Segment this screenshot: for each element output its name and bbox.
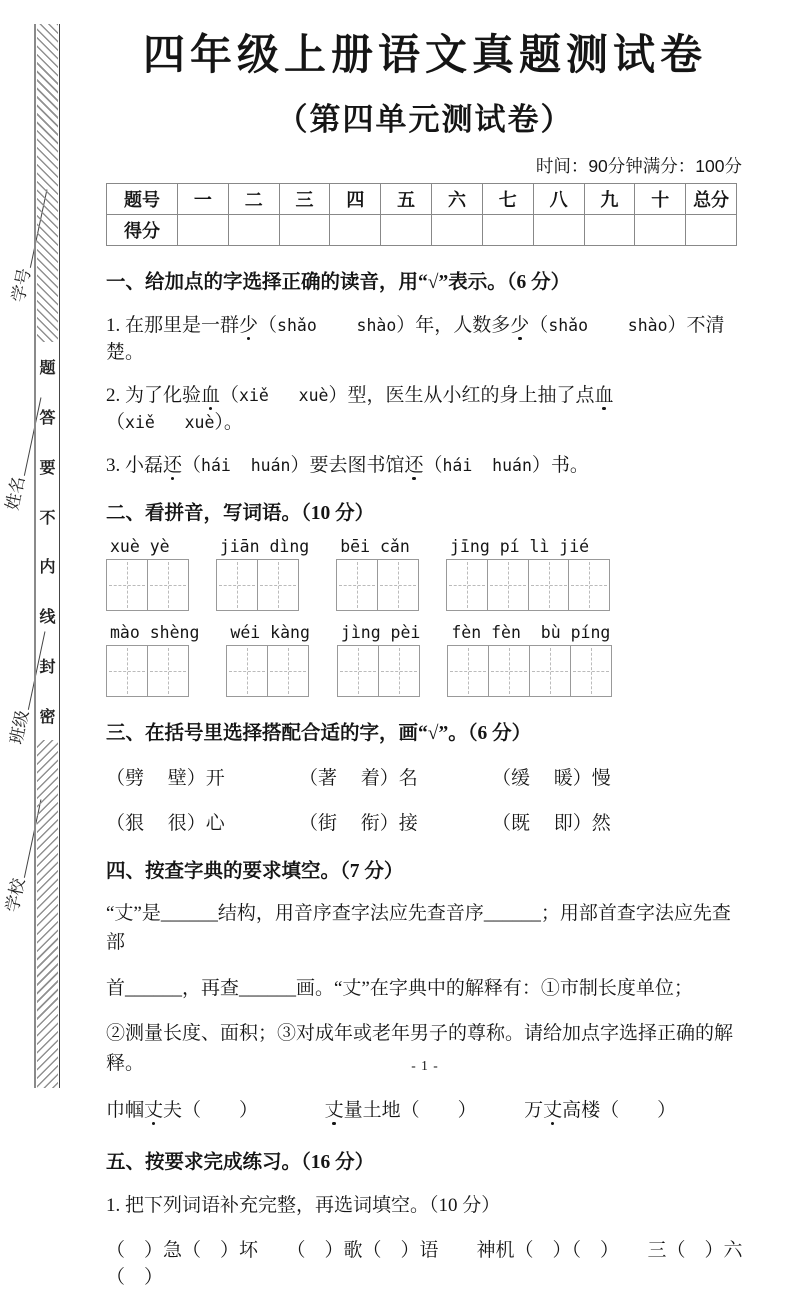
- score-entry-cell[interactable]: [686, 215, 737, 246]
- emphasized-char: 丈: [144, 1100, 164, 1122]
- question-1-3: [106, 450, 744, 477]
- question-1-2: [106, 380, 744, 434]
- word-choice-item: （著 着）名: [299, 768, 418, 789]
- score-table-header-cell: 总分: [686, 184, 737, 215]
- writing-cells: [447, 645, 611, 697]
- score-table-header-row: [107, 184, 737, 215]
- seal-line-char: 答: [39, 410, 56, 428]
- pinyin-label: xuè yè: [110, 537, 170, 556]
- score-entry-cell[interactable]: [178, 215, 229, 246]
- text-segment: 夫（ ）: [163, 1100, 249, 1122]
- pinyin-word-group: [106, 623, 199, 697]
- writing-cell[interactable]: [106, 559, 148, 611]
- text-segment: [249, 1100, 325, 1121]
- section-3-heading: 三、在括号里选择搭配合适的字，画“√”。（6 分）: [106, 723, 532, 744]
- writing-cells: [337, 645, 420, 697]
- writing-cell[interactable]: [106, 645, 148, 697]
- emphasized-char: 还: [163, 455, 183, 476]
- score-table-header-cell: 题号: [107, 184, 178, 215]
- writing-cell[interactable]: [147, 645, 189, 697]
- text-segment: ）。: [214, 412, 243, 433]
- score-entry-cell[interactable]: [330, 215, 381, 246]
- pinyin-grid-rows: [106, 537, 744, 697]
- pinyin-label: fèn fèn bù píng: [451, 623, 611, 642]
- text-segment: xiě xuè: [125, 413, 215, 432]
- section-5-heading: 五、按要求完成练习。（16 分）: [106, 1151, 375, 1173]
- hatch-pattern-bottom-icon: [37, 740, 58, 1088]
- seal-line-char: 封: [39, 658, 56, 676]
- seal-line-char: 内: [39, 559, 56, 577]
- pinyin-word-group: [446, 537, 610, 611]
- writing-cell[interactable]: [570, 645, 612, 697]
- emphasized-char: 还: [404, 455, 424, 476]
- text-segment: [467, 1100, 524, 1121]
- word-choice-item: （街 衔）接: [299, 813, 418, 834]
- score-entry-cell[interactable]: [635, 215, 686, 246]
- seal-line-char: 不: [39, 509, 56, 527]
- word-choice-item: （既 即）然: [492, 813, 611, 834]
- text-segment: xiě xuè: [239, 386, 329, 405]
- text-segment: （: [258, 315, 278, 336]
- text-segment: （: [423, 455, 443, 476]
- score-entry-cell[interactable]: [584, 215, 635, 246]
- dictionary-question-line-2: 首______，再查______画。“丈”在字典中的解释有：①市制长度单位；: [106, 977, 693, 999]
- text-segment: hái huán: [442, 456, 532, 475]
- dictionary-question-line-1: “丈”是______结构，用音序查字法应先查音序______；用部首查字法应先查部: [106, 903, 731, 954]
- text-segment: ）年，人数多: [396, 315, 511, 336]
- score-table: [106, 183, 737, 246]
- emphasized-char: 少: [510, 315, 530, 336]
- writing-cell[interactable]: [336, 559, 378, 611]
- word-choice-item: （狠 很）心: [106, 813, 225, 834]
- score-table-header-cell: 十: [635, 184, 686, 215]
- choose-word-rows: [106, 763, 744, 835]
- hatch-pattern-top-icon: [37, 24, 58, 342]
- dictionary-phrases-line: [106, 1096, 744, 1125]
- school-label-text: 学校: [2, 876, 29, 914]
- seal-band: [34, 24, 60, 1088]
- writing-cell[interactable]: [267, 645, 309, 697]
- text-segment: 高楼（ ）: [562, 1100, 677, 1122]
- emphasized-char: 血: [594, 385, 614, 406]
- score-row-label: 得分: [107, 215, 178, 246]
- seal-line-text: [36, 342, 59, 740]
- score-table-header-cell: 三: [279, 184, 330, 215]
- writing-cell[interactable]: [488, 645, 530, 697]
- seal-line-char: 题: [39, 360, 56, 378]
- score-entry-cell[interactable]: [533, 215, 584, 246]
- writing-cell[interactable]: [257, 559, 299, 611]
- class-label-text: 班级: [6, 708, 33, 746]
- writing-cells: [336, 559, 419, 611]
- seal-line-char: 线: [39, 609, 56, 627]
- page-subtitle: （第四单元测试卷）: [276, 102, 574, 137]
- text-segment: 万: [524, 1100, 544, 1122]
- word-choice-row: [106, 808, 744, 835]
- word-choice-item: （劈 壁）开: [106, 768, 225, 789]
- student-id-label-text: 学号: [8, 266, 35, 304]
- writing-cells: [216, 559, 309, 611]
- time-and-score-info: 时间：90分钟满分：100分: [535, 156, 742, 176]
- page-number: - 1 -: [411, 1058, 439, 1073]
- text-segment: 2. 为了化验: [106, 385, 202, 406]
- seal-line-char: 密: [39, 708, 56, 726]
- pinyin-grid-row: [106, 623, 744, 697]
- text-segment: ）要去图书馆: [290, 455, 405, 476]
- writing-cell[interactable]: [529, 645, 571, 697]
- score-table-header-cell: 二: [228, 184, 279, 215]
- word-choice-item: （缓 暖）慢: [492, 768, 611, 789]
- score-entry-cell[interactable]: [228, 215, 279, 246]
- student-name-label-text: 姓名: [2, 474, 29, 512]
- writing-cells: [226, 645, 309, 697]
- text-segment: ）型，医生从小红的身上抽了点: [328, 385, 595, 406]
- pinyin-label: wéi kàng: [230, 623, 310, 642]
- writing-cell[interactable]: [147, 559, 189, 611]
- score-table-header-cell: 四: [330, 184, 381, 215]
- text-segment: ）不清楚。: [106, 315, 725, 363]
- score-entry-cell[interactable]: [432, 215, 483, 246]
- score-table-header-cell: 七: [482, 184, 533, 215]
- text-segment: shǎo shào: [277, 316, 397, 335]
- writing-cells: [106, 559, 189, 611]
- text-segment: hái huán: [201, 456, 291, 475]
- pinyin-label: jīng pí lì jié: [450, 537, 590, 556]
- text-segment: 量土地（ ）: [343, 1100, 468, 1122]
- section-2-heading: 二、看拼音，写词语。（10 分）: [106, 503, 375, 524]
- word-choice-row: [106, 763, 744, 790]
- emphasized-char: 血: [201, 385, 221, 406]
- pinyin-label: jìng pèi: [340, 623, 421, 642]
- text-segment: 巾帼: [106, 1100, 145, 1122]
- text-segment: （: [182, 455, 202, 476]
- pinyin-word-group: [337, 623, 420, 697]
- emphasized-char: 丈: [324, 1100, 344, 1122]
- pinyin-word-group: [216, 537, 309, 611]
- writing-cell[interactable]: [487, 559, 529, 611]
- score-table-header-cell: 六: [432, 184, 483, 215]
- page-title: 四年级上册语文真题测试卷: [142, 31, 707, 78]
- question-5-1: 1. 把下列词语补充完整，再选词填空。（10 分）: [106, 1194, 501, 1216]
- writing-cell[interactable]: [337, 645, 379, 697]
- score-entry-cell[interactable]: [279, 215, 330, 246]
- pinyin-label: bēi cǎn: [340, 537, 410, 556]
- pinyin-word-group: [106, 537, 189, 611]
- writing-cell[interactable]: [378, 645, 420, 697]
- writing-cell[interactable]: [568, 559, 610, 611]
- text-segment: shǎo shào: [548, 316, 668, 335]
- pinyin-word-group: [226, 623, 309, 697]
- score-table-header-cell: 九: [584, 184, 635, 215]
- writing-cells: [446, 559, 610, 611]
- writing-cell[interactable]: [447, 645, 489, 697]
- pinyin-grid-row: [106, 537, 744, 611]
- seal-line-char: 要: [39, 459, 56, 477]
- pinyin-label: jiān dìng: [219, 537, 310, 556]
- score-table-header-cell: 五: [381, 184, 432, 215]
- section-4-heading: 四、按查字典的要求填空。（7 分）: [106, 861, 404, 882]
- emphasized-char: 少: [239, 315, 259, 336]
- writing-cell[interactable]: [528, 559, 570, 611]
- score-entry-cell[interactable]: [482, 215, 533, 246]
- text-segment: （: [220, 385, 240, 406]
- pinyin-word-group: [336, 537, 419, 611]
- dictionary-question-line-3: ②测量长度、面积；③对成年或老年男子的尊称。请给加点字选择正确的解释。: [106, 1023, 734, 1074]
- writing-cells: [106, 645, 199, 697]
- question-1-1: [106, 310, 744, 364]
- writing-cell[interactable]: [446, 559, 488, 611]
- score-table-header-cell: 八: [533, 184, 584, 215]
- text-segment: （: [529, 315, 549, 336]
- emphasized-char: 丈: [543, 1100, 563, 1122]
- section-1-heading: 一、给加点的字选择正确的读音，用“√”表示。（6 分）: [106, 272, 571, 293]
- text-segment: （: [106, 412, 126, 433]
- score-table-header-cell: 一: [178, 184, 229, 215]
- fill-in-idioms-line: （ ）急（ ）坏 （ ）歌（ ）语 神机（ ）（ ） 三（ ）六（ ）: [106, 1239, 743, 1288]
- writing-cell[interactable]: [216, 559, 258, 611]
- text-segment: 1. 在那里是一群: [106, 315, 240, 336]
- exam-paper-content: [106, 0, 744, 1289]
- text-segment: 3. 小磊: [106, 455, 164, 476]
- writing-cell[interactable]: [377, 559, 419, 611]
- pinyin-word-group: [447, 623, 611, 697]
- writing-cell[interactable]: [226, 645, 268, 697]
- text-segment: ）书。: [531, 455, 589, 476]
- pinyin-label: mào shèng: [110, 623, 200, 642]
- score-table-score-row: [107, 215, 737, 246]
- score-entry-cell[interactable]: [381, 215, 432, 246]
